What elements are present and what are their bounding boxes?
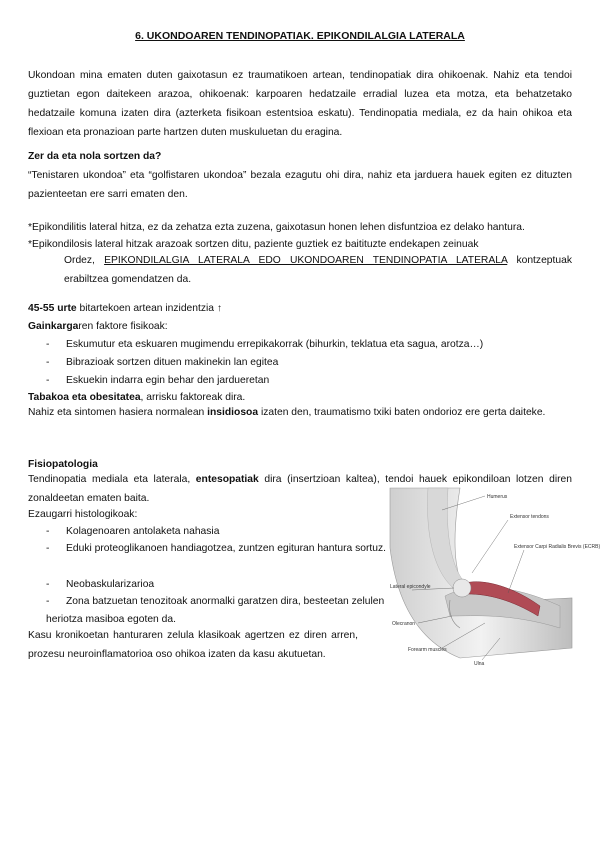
physio-text: Tendinopatia mediala eta laterala, entesopatiak dira (insertzioan kaltea), tendoi hauek epikondiloan lotzen diren zonaldeetan ematen baita. bbox=[28, 474, 572, 504]
intro-paragraph: Ukondoan mina ematen duten gaixotasun ez traumatikoen artean, tendinopatiak dira ohikoenak. Nahiz eta tendoi guztietan egon daitekeen arazoa, ohikoenak: karpoaren hedatzaile erradial luzea eta motza, eta behatzetako hedatzaile komuna izaten dira (azterketa fisikoan estentsioa eskatu). Tendinopatia mediala, ez da hain ohikoa eta flexioan eta pronazioan parte hartzen duten muskuluetan du eragina. bbox=[28, 70, 572, 138]
physio-heading: Fisiopatologia bbox=[28, 459, 98, 470]
section1-heading: Zer da eta nola sortzen da? bbox=[28, 151, 162, 162]
factors-label: Gainkargaren faktore fisikoak: bbox=[28, 321, 168, 332]
closing-text: Kasu kronikoetan hanturaren zelula klasikoak agertzen ez diren arren, prozesu neuroinflamatorioa oso ohikoa izaten da kasu akutuetan. bbox=[28, 630, 358, 660]
histo-label: Ezaugarri histologikoak: bbox=[28, 509, 138, 520]
recommended-term: EPIKONDILALGIA LATERALA EDO UKONDOAREN TENDINOPATIA LATERALA bbox=[104, 255, 508, 266]
label-humerus: Humerus bbox=[487, 494, 508, 500]
list-item: - Kolagenoaren antolaketa nahasia bbox=[46, 526, 220, 537]
note-epikondilitis: *Epikondilitis lateral hitza, ez da zehatza ezta zuzena, gaixotasun honen lehen disfuntzioa ez delako hantura. bbox=[28, 222, 525, 233]
label-extensor-tendons: Extensor tendons bbox=[510, 514, 549, 520]
list-item: - Eskumutur eta eskuaren mugimendu errepikakorrak (bihurkin, teklatua eta sagua, arotza…) bbox=[46, 339, 484, 350]
label-ulna: Ulna bbox=[474, 661, 485, 667]
list-item: - Eduki proteoglikanoen handiagotzea, zuntzen egituran hantura sortuz. bbox=[46, 543, 386, 554]
list-item: - Zona batzuetan tenozitoak anormalki garatzen dira, besteetan zelulen heriotza masiboa egoten da. bbox=[46, 596, 385, 625]
note-order: Ordez, EPIKONDILALGIA LATERALA EDO UKONDOAREN TENDINOPATIA LATERALA kontzeptuak erabiltzea gomendatzen da. bbox=[64, 255, 572, 285]
list-item: - Neobaskularizarioa bbox=[46, 579, 155, 590]
incidence-age: 45-55 urte bitartekoen artean inzidentzia ↑ bbox=[28, 303, 223, 314]
label-lateral-epicondyle: Lateral epicondyle bbox=[390, 584, 431, 590]
onset-text: Nahiz eta sintomen hasiera normalean insidiosoa izaten den, traumatismo txiki baten ondorioz ere gerta daiteke. bbox=[28, 407, 546, 418]
label-ecrb: Extensor Carpi Radialis Brevis (ECRB) bbox=[514, 544, 600, 550]
section1-text: “Tenistaren ukondoa” eta “golfistaren ukondoa” bezala ezagutu ohi dira, nahiz eta jarduera hauek egiten ez dituzten pazienteetan ere sarri ematen den. bbox=[28, 170, 572, 200]
elbow-anatomy-figure bbox=[390, 488, 600, 668]
note-epikondilosis: *Epikondilosis lateral hitzak arazoak sortzen ditu, paziente guztiek ez baitituzte endekapen zeinuak bbox=[28, 239, 479, 250]
list-item: - Eskuekin indarra egin behar den jardueretan bbox=[46, 375, 270, 386]
list-item: - Bibrazioak sortzen dituen makinekin lan egitea bbox=[46, 357, 279, 368]
label-forearm-muscles: Forearm muscles bbox=[408, 647, 447, 653]
page-title: 6. UKONDOAREN TENDINOPATIAK. EPIKONDILALGIA LATERALA bbox=[135, 30, 465, 42]
risk-factors: Tabakoa eta obesitatea, arrisku faktoreak dira. bbox=[28, 392, 246, 403]
label-olecranon: Olecranon bbox=[392, 621, 416, 627]
